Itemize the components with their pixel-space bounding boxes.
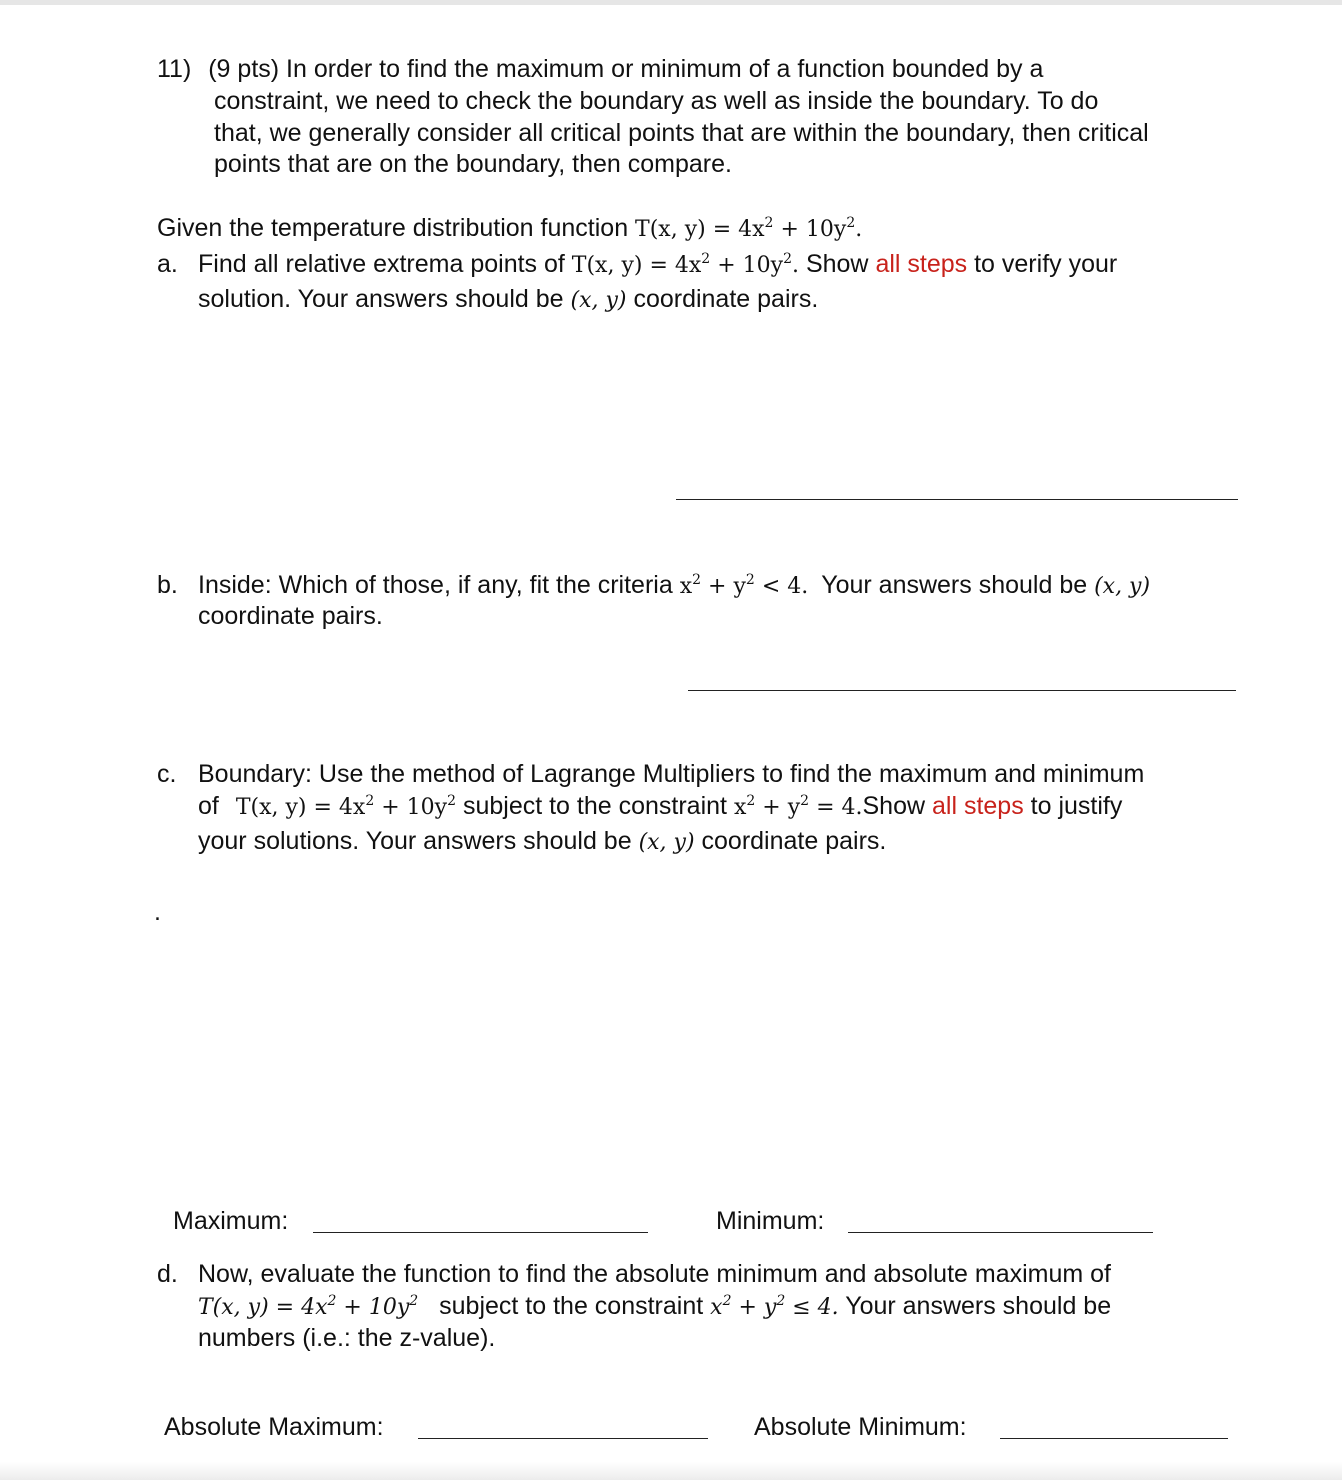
- given-function: T(x, $y) = 4x^2 + 10y^2$.: [635, 215, 863, 242]
- intro-line-2: constraint, we need to check the boundary as well as inside the boundary. To do: [214, 87, 1099, 115]
- absolute-minimum-label: Absolute Minimum:: [754, 1413, 967, 1441]
- question-points: (9 pts): [208, 55, 280, 83]
- part-c-constraint: $x^2 + y^2 = 4$.: [733, 793, 863, 820]
- part-d-function: T(x, $y) = 4x^2 + 10y^2$: [198, 1293, 419, 1320]
- part-c-line-2: of T(x, $y) = 4x^2 + 10y^2$ subject to the constraint $x^2 + y^2$ = 4.Show all steps to justify: [198, 792, 1123, 820]
- part-a-line-1: Find all relative extrema points of T(x, $y) = 4x^2 + 10y^2$. Show all steps to verify your: [198, 250, 1118, 278]
- part-a-all-steps: all steps: [875, 250, 968, 278]
- part-c-all-steps: all steps: [932, 792, 1024, 820]
- part-d-line-2: T(x, $y) = 4x^2 + 10y^2$ subject to the constraint $x^2 + y^2 \le 4$. Your answers should be: [198, 1292, 1112, 1320]
- part-b-line-2: coordinate pairs.: [198, 602, 383, 630]
- intro-line-1: In order to find the maximum or minimum of a function bounded by a: [286, 55, 1044, 83]
- absolute-maximum-label: Absolute Maximum:: [164, 1413, 384, 1441]
- part-a-line-2: solution. Your answers should be (x, y) coordinate pairs.: [198, 285, 819, 313]
- stray-dot: .: [154, 898, 161, 926]
- minimum-answer-line[interactable]: [848, 1232, 1153, 1233]
- part-a-letter: a.: [157, 250, 178, 278]
- bottom-edge: [0, 1462, 1342, 1480]
- question-number: 11): [157, 55, 192, 83]
- given-statement: [157, 212, 862, 246]
- part-c-line-1: Boundary: Use the method of Lagrange Multipliers to find the maximum and minimum: [198, 760, 1145, 788]
- intro-line-4: points that are on the boundary, then compare.: [214, 150, 732, 178]
- part-d-letter: d.: [157, 1260, 178, 1288]
- part-b-line-1: Inside: Which of those, if any, fit the criteria $x^2 + y^2 < 4$. Your answers should be (x, y): [198, 571, 1151, 599]
- maximum-answer-line[interactable]: [313, 1232, 648, 1233]
- part-b-answer-line[interactable]: [688, 690, 1236, 691]
- part-c-letter: c.: [157, 760, 177, 788]
- question-header: [157, 53, 1043, 85]
- top-border: [0, 0, 1342, 5]
- maximum-label: Maximum:: [173, 1207, 289, 1235]
- part-a-function: T(x, $y) = 4x^2 + 10y^2$.: [571, 251, 799, 278]
- absolute-minimum-answer-line[interactable]: [1000, 1438, 1228, 1439]
- part-d-constraint: $x^2 + y^2 \le 4$.: [710, 1293, 839, 1320]
- absolute-maximum-answer-line[interactable]: [418, 1438, 708, 1439]
- part-a-answer-line[interactable]: [676, 499, 1238, 500]
- part-b-criteria: $x^2 + y^2 < 4$.: [679, 572, 809, 599]
- part-c-function: T(x, $y) = 4x^2 + 10y^2$: [235, 793, 456, 820]
- part-c-line-3: your solutions. Your answers should be (x, y) coordinate pairs.: [198, 827, 887, 855]
- part-b-letter: b.: [157, 571, 178, 599]
- part-d-line-1: Now, evaluate the function to find the absolute minimum and absolute maximum of: [198, 1260, 1112, 1288]
- part-d-line-3: numbers (i.e.: the z-value).: [198, 1324, 496, 1352]
- minimum-label: Minimum:: [716, 1207, 825, 1235]
- intro-line-3: that, we generally consider all critical points that are within the boundary, then critical: [214, 119, 1149, 147]
- given-text: Given the temperature distribution function: [157, 214, 629, 242]
